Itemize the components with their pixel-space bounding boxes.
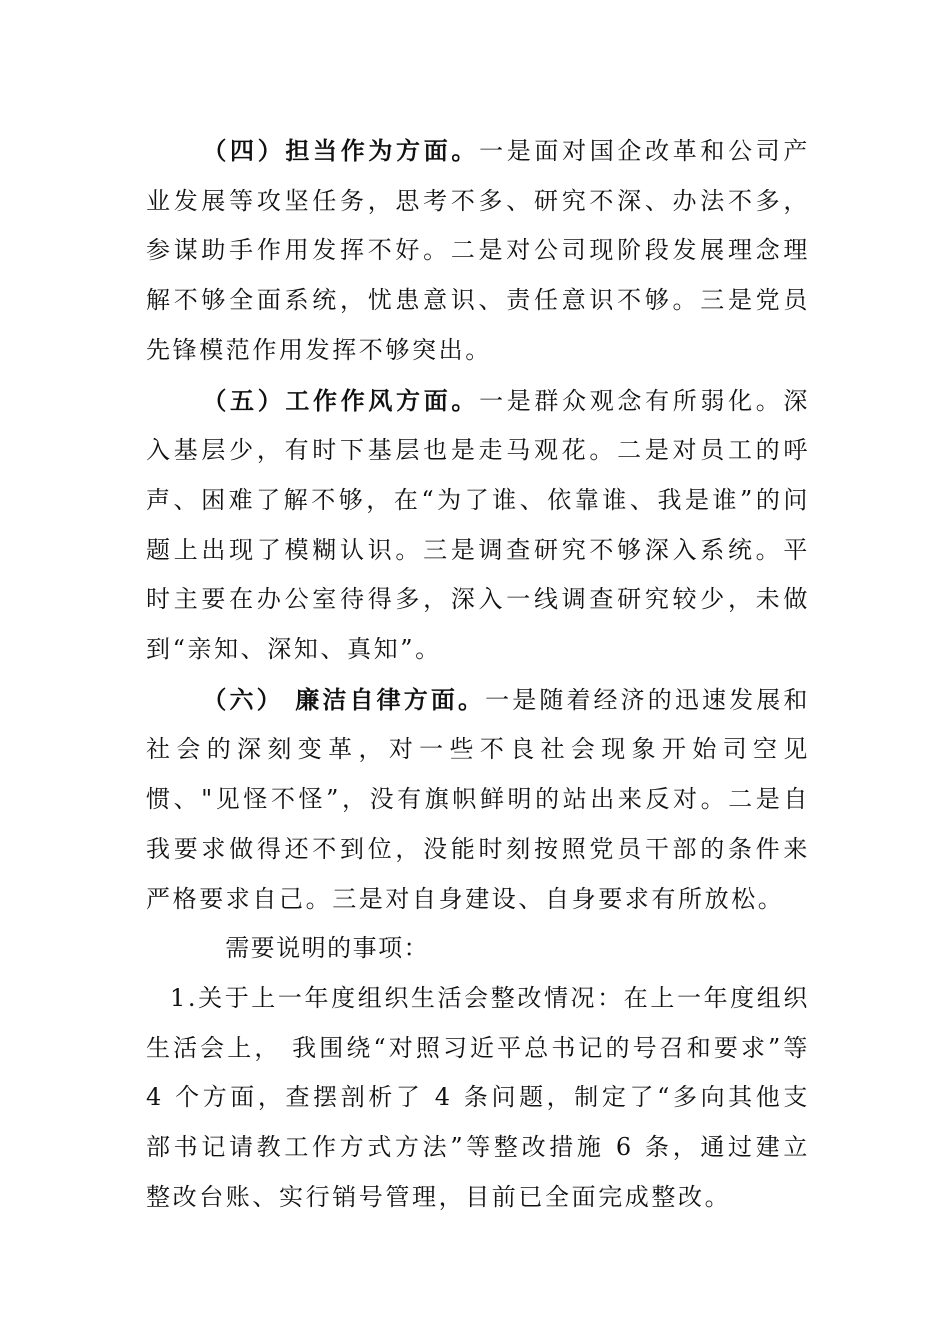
paragraph-integrity: [146, 675, 810, 925]
paragraph-lead-work-style: （五）工作作风方面。: [202, 385, 480, 415]
paragraph-text-commitment: 一是面对国企改革和公司产业发展等攻坚任务，思考不多、研究不深、办法不多，参谋助手作用发挥不好。二是对公司现阶段发展理念理解不够全面系统，忧患意识、责任意识不够。三是党员先锋模范作用发挥不够突出。: [146, 137, 810, 364]
document-body: [146, 126, 810, 1222]
paragraph-commitment: [146, 126, 810, 376]
paragraph-text-integrity: 一是随着经济的迅速发展和社会的深刻变革，对一些不良社会现象开始司空见惯、"见怪不怪”，没有旗帜鲜明的站出来反对。二是自我要求做得还不到位，没能时刻按照党员干部的条件来严格要求自己。三是对自身建设、自身要求有所放松。: [146, 685, 810, 913]
paragraph-lead-integrity: （六） 廉洁自律方面。: [202, 684, 486, 714]
paragraph-text-work-style: 一是群众观念有所弱化。深入基层少，有时下基层也是走马观花。二是对员工的呼声、困难了解不够，在“为了谁、依靠谁、我是谁”的问题上出现了模糊认识。三是调查研究不够深入系统。平时主要在办公室待得多，深入一线调查研究较少，未做到“亲知、深知、真知”。: [146, 386, 810, 664]
paragraph-work-style: [146, 376, 810, 675]
notes-item-1: 1.关于上一年度组织生活会整改情况：在上一年度组织生活会上， 我围绕“对照习近平总书记的号召和要求”等 4 个方面，查摆剖析了 4 条问题，制定了“多向其他支部书记请教工作方式方法”等整改措施 6 条，通过建立整改台账、实行销号管理，目前已全面完成整改。: [146, 983, 810, 1211]
paragraph-lead-commitment: （四）担当作为方面。: [202, 136, 480, 165]
section-heading-notes: 需要说明的事项：: [225, 934, 430, 963]
